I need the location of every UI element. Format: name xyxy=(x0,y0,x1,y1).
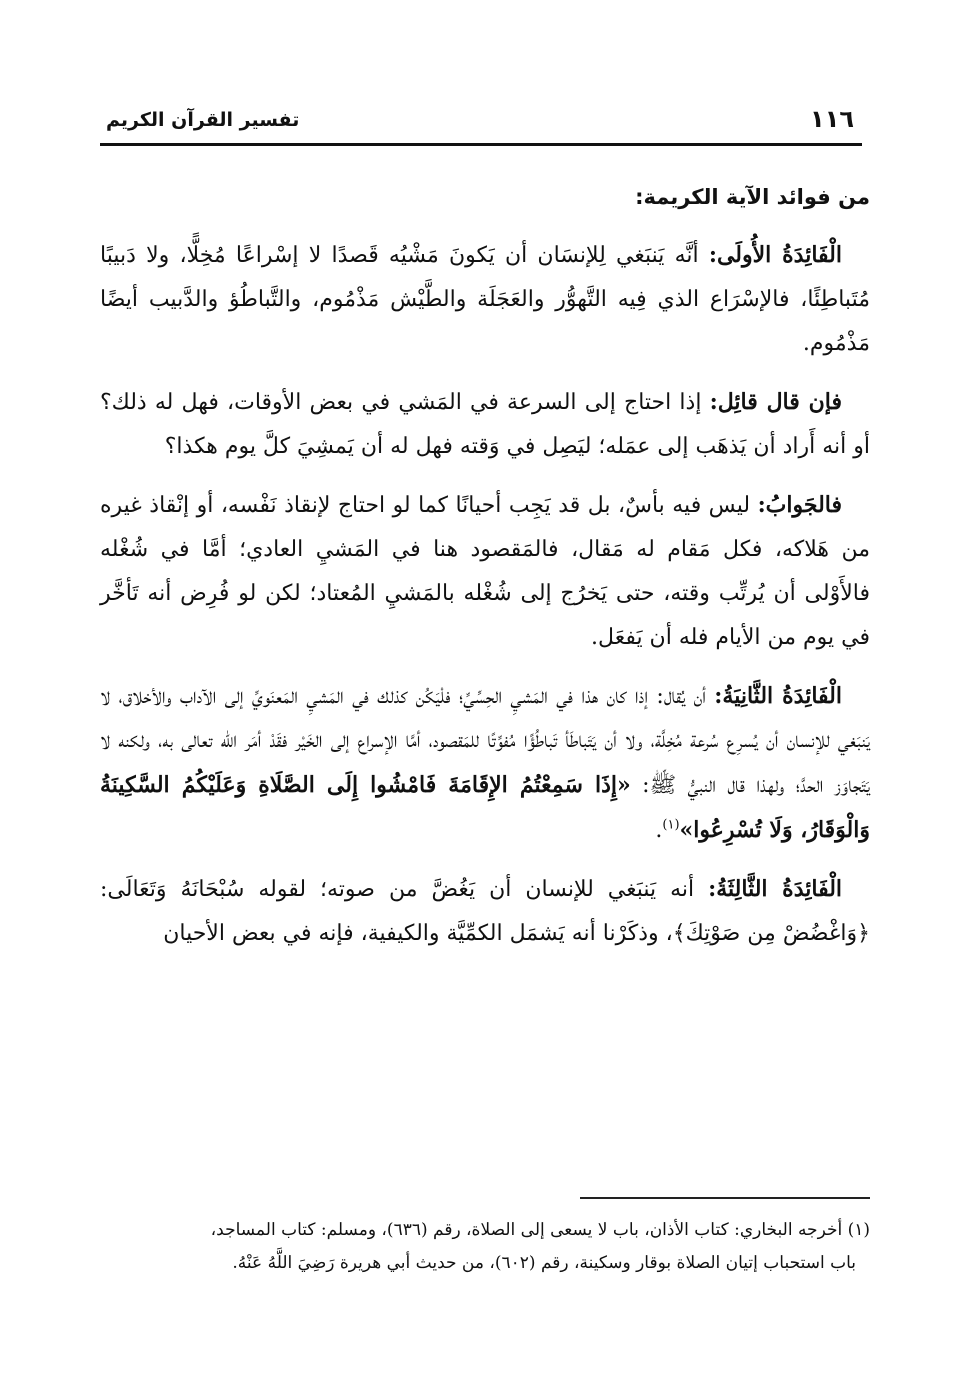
main-text xyxy=(100,175,870,970)
header-rule xyxy=(100,143,862,146)
question-text: إذا احتاج إلى السرعة في المَشي في بعض الأوقات، فهل له ذلك؟ أو أنه أَراد أن يَذهَب إلى عمَله؛ ليَصِل في وَقته فهل له أن يَمشِيَ كلَّ يوم هكذا؟ xyxy=(100,390,870,459)
benefit-2-label: الْفَائِدَةُ الثَّانِيَةُ: xyxy=(714,683,842,709)
footnotes xyxy=(100,1214,870,1280)
benefit-1-text: أنَّه يَنبَغي لِلإنسَان أن يَكونَ مَشْيُه قَصدًا لا إسْراعًا مُخِلًّا، ولا دَبيبًا مُتَباطِئًا، فالإسْرَاع الذي فِيه التَّهوُّر والعَجَلَة والطَّيْش مَذْمُوم، والتَّباطُؤ والدَّبيب أيضًا مَذْمُوم. xyxy=(100,243,870,356)
benefit-1-label: الْفَائِدَةُ الأُولَى: xyxy=(708,242,842,268)
running-title: تفسير القرآن الكريم xyxy=(106,109,300,131)
footnote-1-line-2: باب استحباب إتيان الصلاة بوقار وسكينة، رقم (٦٠٢)، من حديث أبي هريرة رَضِيَ اللَّهُ عَنْهُ. xyxy=(232,1253,856,1273)
benefit-2-end: . xyxy=(655,818,663,843)
footnote-ref-1: (١) xyxy=(662,817,680,833)
benefit-3-text: أنه يَنبَغي للإنسان أن يَغُضَّ من صوته؛ لقوله سُبْحَانَهُ وَتَعَالَى: ﴿وَاغْضُضْ مِن صَوْتِكَ﴾، وذكَرْنا أنه يَشمَل الكمِّيَّة والكيفية، فإنه في بعض الأحيان xyxy=(100,877,870,946)
question-label: فإن قال قائِل: xyxy=(709,389,842,415)
answer-label: فالجَوابُ: xyxy=(757,492,842,518)
hadith-quote: «إِذَا سَمِعْتُمُ الإِقَامَةَ فَامْشُوا إِلَى الصَّلَاةِ وَعَلَيْكُمُ السَّكِينَةُ وَالْوَقَارُ، وَلَا تُسْرِعُوا» xyxy=(100,772,870,843)
benefit-2-text: أن يُقال: إذا كان هذا في المَشيِ الحِسِّيِّ؛ فلْيَكُن كذلك في المَشيِ المَعنَويِّ إلى الآداب والأخلاق، لا يَنبَغي للإنسان أن يُسرِع سُرعة مُخِلَّة، ولا أن يَتَباطَأ تَباطُؤًا مُفوِّتًا للمَقصود، أمَّا الإسراع إلى الخَيْر فقَدْ أمَر الله تعالى به، ولكنه لا يَتَجاوَز الحدَّ؛ ولهذا قال النبيُّ ﷺ: xyxy=(100,684,870,798)
page-header xyxy=(100,103,862,143)
benefit-3-label: الْفَائِدَةُ الثَّالِثَةُ: xyxy=(708,876,843,902)
paragraph-benefit-3 xyxy=(100,867,870,956)
paragraph-benefit-2 xyxy=(100,674,870,853)
section-heading: من فوائد الآية الكريمة: xyxy=(635,185,870,209)
answer-text: ليس فيه بأسٌ، بل قد يَجِب أحيانًا كما لو احتاج لإنقاذ نَفْسه، أو إنْقاذ غيره من هَلاكه، فكل مَقام له مَقال، فالمَقصود هنا في المَشيِ العادي؛ أمَّا في شُغْله فالأَوْلى أن يُرتِّب وقته، حتى يَخرُج إلى شُغْله بالمَشيِ المُعتاد؛ لكن لو فُرِض أنه تَأخَّر في يوم من الأيام فله أن يَفعَل. xyxy=(100,493,870,650)
paragraph-answer xyxy=(100,483,870,660)
footnote-separator xyxy=(580,1197,870,1199)
page-number: ١١٦ xyxy=(810,105,854,133)
paragraph-benefit-1 xyxy=(100,233,870,366)
paragraph-question xyxy=(100,380,870,469)
footnote-1-line-1: (١) أخرجه البخاري: كتاب الأذان، باب لا يسعى إلى الصلاة، رقم (٦٣٦)، ومسلم: كتاب المساجد، xyxy=(210,1220,870,1240)
